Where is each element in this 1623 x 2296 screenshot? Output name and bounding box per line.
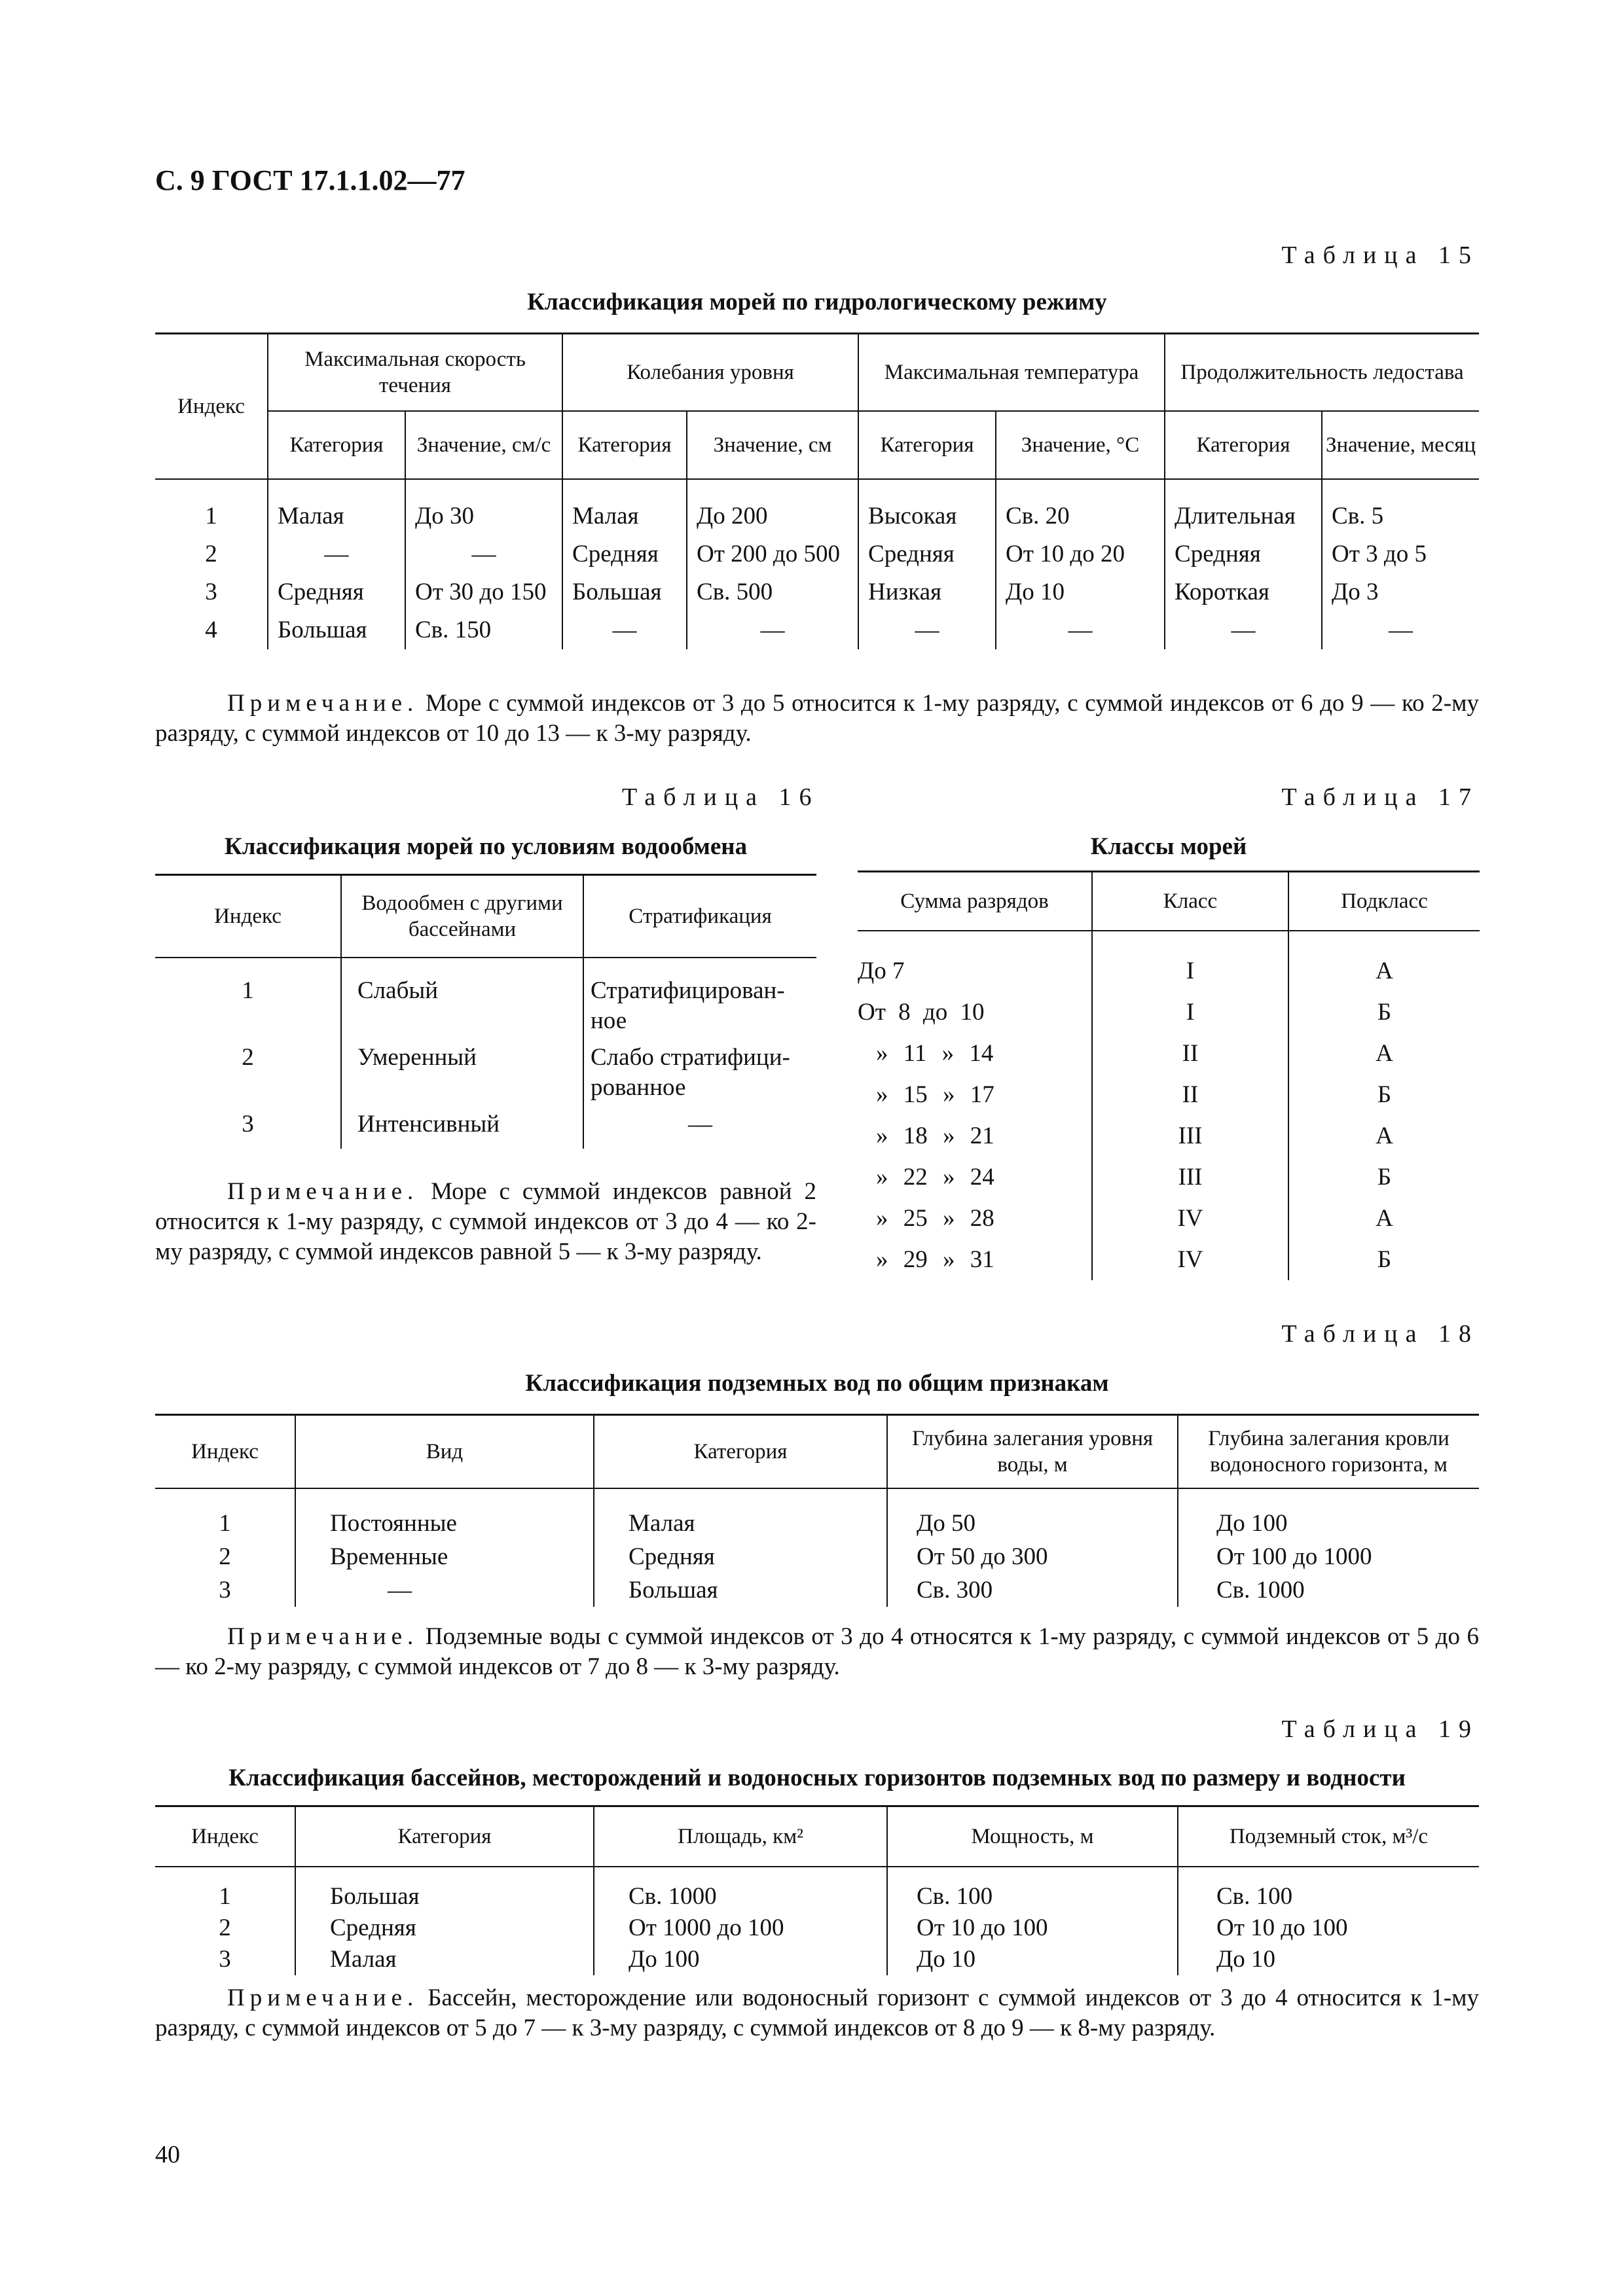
t16-header-stratification: Стратификация xyxy=(583,875,816,958)
note-lead: Примечание. xyxy=(227,690,419,717)
table-row: 3 Интенсивный — xyxy=(155,1109,816,1149)
table-16-label: Таблица 16 xyxy=(622,783,820,811)
t16-header-exchange: Водообмен с другими бассейнами xyxy=(341,875,583,958)
table-row: 2 Временные Средняя От 50 до 300 От 100 до 1000 xyxy=(155,1540,1479,1573)
table-row: 2 Средняя От 1000 до 100 От 10 до 100 От 10 до 100 xyxy=(155,1912,1479,1944)
table-17-title: Классы морей xyxy=(1090,833,1247,860)
table-15-label: Таблица 15 xyxy=(1281,242,1479,269)
table-15-note xyxy=(155,689,1479,749)
t19-header-area: Площадь, км² xyxy=(594,1806,887,1867)
table-19-label: Таблица 19 xyxy=(1281,1715,1479,1743)
t19-header-index: Индекс xyxy=(155,1806,295,1867)
table-18-title: Классификация подземных вод по общим признакам xyxy=(525,1370,1109,1397)
table-row: » 18 » 21 III А xyxy=(858,1115,1480,1157)
table-row: 1 Малая До 30 Малая До 200 Высокая Св. 20 Длительная Св. 5 xyxy=(155,497,1479,535)
t15-sub-value: Значение, °С xyxy=(996,411,1165,479)
table-18 xyxy=(155,1414,1479,1607)
table-18-note xyxy=(155,1622,1479,1682)
table-row: » 15 » 17 II Б xyxy=(858,1074,1480,1115)
table-row: 1 Большая Св. 1000 Св. 100 Св. 100 xyxy=(155,1881,1479,1912)
table-row: 1 Слабый Стратифицирован-ное xyxy=(155,976,816,1043)
note-lead: Примечание. xyxy=(227,1623,419,1650)
t17-header-subclass: Подкласс xyxy=(1288,872,1480,931)
note-text: Море с суммой индексов равной 2 относится к 1-му разряду, с суммой индексов от 3 до 4 — ко 2-му разряду, с суммой индексов равной 5 — к 3-му разряду. xyxy=(155,1178,816,1265)
t15-sub-category: Категория xyxy=(562,411,687,479)
table-row: До 7 I А xyxy=(858,950,1480,992)
note-text: Подземные воды с суммой индексов от 3 до 4 относятся к 1-му разряду, с суммой индексов от 5 до 6 — ко 2-му разряду, с суммой индексов от 7 до 8 — к 3-му разряду. xyxy=(155,1623,1479,1680)
table-row: 3 — Большая Св. 300 Св. 1000 xyxy=(155,1573,1479,1607)
page-header: С. 9 ГОСТ 17.1.1.02—77 xyxy=(155,164,465,196)
t15-sub-category: Категория xyxy=(268,411,405,479)
t18-header-depth-roof: Глубина залегания кровли водоносного горизонта, м xyxy=(1178,1415,1479,1488)
table-row: 3 Средняя От 30 до 150 Большая Св. 500 Низкая До 10 Короткая До 3 xyxy=(155,573,1479,611)
table-15-title: Классификация морей по гидрологическому режиму xyxy=(527,289,1107,315)
table-row: 1 Постоянные Малая До 50 До 100 xyxy=(155,1507,1479,1540)
t15-header-speed: Максимальная скорость течения xyxy=(268,334,562,411)
t15-sub-value: Значение, месяц xyxy=(1322,411,1479,479)
t18-header-depth-level: Глубина залегания уровня воды, м xyxy=(887,1415,1178,1488)
table-17-label: Таблица 17 xyxy=(1281,783,1479,811)
t19-header-runoff: Подземный сток, м³/с xyxy=(1178,1806,1479,1867)
t15-header-index: Индекс xyxy=(155,334,268,479)
table-row: От 8 до 10 I Б xyxy=(858,992,1480,1033)
table-19 xyxy=(155,1805,1479,1975)
table-row: 2 Умеренный Слабо стратифици-рованное xyxy=(155,1043,816,1109)
table-16-title: Классификация морей по условиям водообмена xyxy=(224,833,748,860)
t15-sub-category: Категория xyxy=(1165,411,1322,479)
t15-sub-value: Значение, см/с xyxy=(405,411,562,479)
table-row: 3 Малая До 100 До 10 До 10 xyxy=(155,1944,1479,1975)
t18-header-category: Категория xyxy=(594,1415,887,1488)
t15-sub-value: Значение, см xyxy=(687,411,858,479)
t15-header-level: Колебания уровня xyxy=(562,334,858,411)
page-number: 40 xyxy=(155,2141,180,2168)
t18-header-type: Вид xyxy=(295,1415,594,1488)
table-16-note xyxy=(155,1177,816,1267)
table-18-label: Таблица 18 xyxy=(1281,1320,1479,1348)
table-row: » 29 » 31 IV Б xyxy=(858,1239,1480,1280)
t17-header-class: Класс xyxy=(1092,872,1288,931)
t16-header-index: Индекс xyxy=(155,875,341,958)
table-17 xyxy=(858,870,1480,1280)
t19-header-thickness: Мощность, м xyxy=(887,1806,1178,1867)
table-row: 2 — — Средняя От 200 до 500 Средняя От 10 до 20 Средняя От 3 до 5 xyxy=(155,535,1479,573)
note-text: Бассейн, месторождение или водоносный горизонт с суммой индексов от 3 до 4 относится к 1-му разряду, с суммой индексов от 5 до 7 — к 3-му разряду, с суммой индексов от 8 до 9 — к 8-му разряду. xyxy=(155,1984,1479,2041)
note-text: Море с суммой индексов от 3 до 5 относится к 1-му разряду, с суммой индексов от 6 до 9 — ко 2-му разряду, с суммой индексов от 10 до 13 — к 3-му разряду. xyxy=(155,690,1479,747)
t15-sub-category: Категория xyxy=(858,411,996,479)
note-lead: Примечание. xyxy=(227,1178,419,1205)
t18-header-index: Индекс xyxy=(155,1415,295,1488)
table-row: » 22 » 24 III Б xyxy=(858,1157,1480,1198)
t19-header-category: Категория xyxy=(295,1806,594,1867)
table-row: » 25 » 28 IV А xyxy=(858,1198,1480,1239)
table-16 xyxy=(155,874,816,1149)
note-lead: Примечание. xyxy=(227,1984,419,2011)
table-19-title: Классификация бассейнов, месторождений и водоносных горизонтов подземных вод по размеру и водности xyxy=(228,1765,1406,1791)
t15-header-ice: Продолжительность ледостава xyxy=(1165,334,1479,411)
t17-header-sum: Сумма разрядов xyxy=(858,872,1092,931)
t15-header-temp: Максимальная температура xyxy=(858,334,1165,411)
table-row: 4 Большая Св. 150 — — — — — — xyxy=(155,611,1479,649)
table-row: » 11 » 14 II А xyxy=(858,1033,1480,1074)
table-15 xyxy=(155,332,1479,649)
table-19-note xyxy=(155,1983,1479,2043)
